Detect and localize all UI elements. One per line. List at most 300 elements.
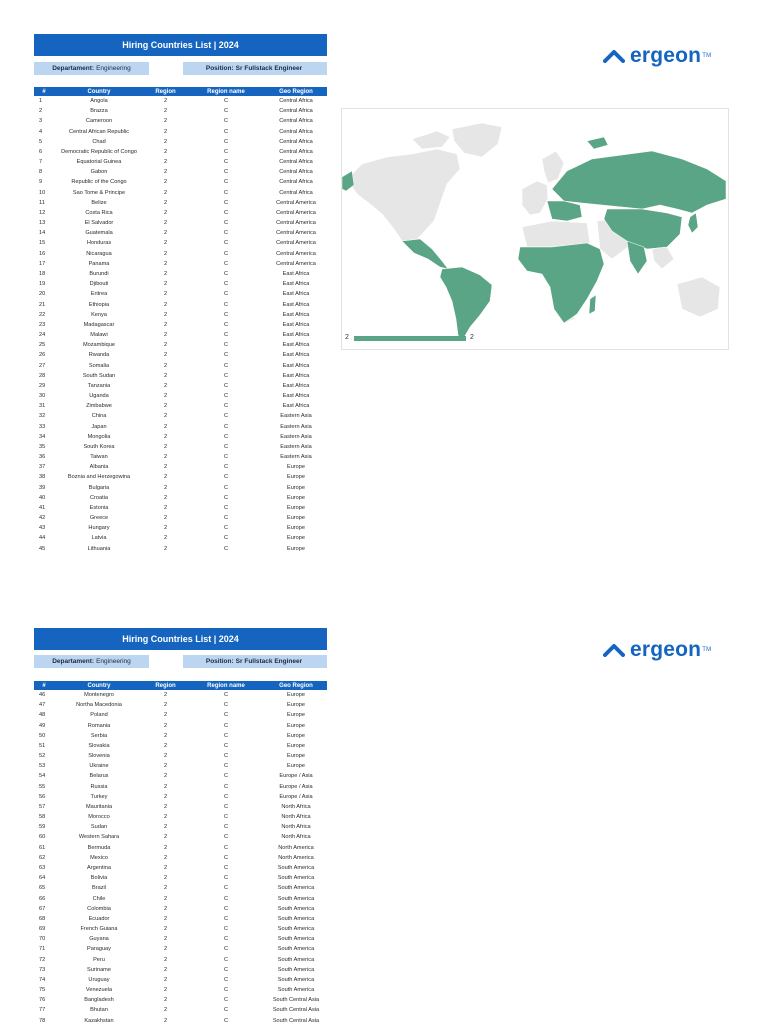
row-number: 14 — [39, 230, 46, 237]
row-number: 19 — [39, 281, 46, 288]
region-cell: 2 — [163, 189, 168, 196]
table-row — [34, 1005, 327, 1015]
table-row — [34, 995, 327, 1005]
row-number: 22 — [39, 311, 46, 318]
geo-region-cell: Europe — [286, 545, 306, 552]
country-cell: French Guiana — [80, 926, 118, 933]
geo-region-cell: Central America — [276, 209, 316, 216]
region-cell: 2 — [163, 1017, 168, 1024]
logo-text: ergeon — [630, 44, 702, 67]
region-cell: 2 — [163, 443, 168, 450]
row-number: 50 — [39, 732, 46, 739]
column-header-country: Country — [54, 87, 144, 96]
region-cell: 2 — [163, 382, 168, 389]
row-number: 46 — [39, 692, 46, 699]
table-row — [34, 360, 327, 370]
region-cell: 2 — [163, 535, 168, 542]
geo-region-cell: Europe — [286, 484, 306, 491]
world-map-svg — [342, 109, 728, 349]
region-name-cell: C — [223, 443, 229, 450]
table-row — [34, 792, 327, 802]
region-cell: 2 — [163, 169, 168, 176]
region-cell: 2 — [163, 875, 168, 882]
row-number: 38 — [39, 474, 46, 481]
region-name-cell: C — [223, 352, 229, 359]
region-name-cell: C — [223, 895, 229, 902]
country-cell: Morocco — [88, 814, 110, 821]
row-number: 39 — [39, 484, 46, 491]
table-row — [34, 238, 327, 248]
table-row — [34, 411, 327, 421]
table-row — [34, 761, 327, 771]
region-cell: 2 — [163, 301, 168, 308]
department-field — [34, 655, 149, 668]
region-cell: 2 — [163, 321, 168, 328]
geo-region-cell: Eastern Asia — [280, 454, 312, 461]
region-name-cell: C — [223, 742, 229, 749]
department-label: Departament: — [52, 658, 95, 665]
geo-region-cell: East Africa — [282, 393, 310, 400]
country-cell: Panama — [88, 260, 110, 267]
row-number: 53 — [39, 763, 46, 770]
region-cell: 2 — [163, 281, 168, 288]
row-number: 44 — [39, 535, 46, 542]
country-cell: Taiwan — [90, 454, 108, 461]
geo-region-cell: Europe — [286, 464, 306, 471]
geo-region-cell: Europe — [286, 504, 306, 511]
row-number: 11 — [39, 199, 45, 206]
country-cell: Lithuania — [87, 545, 111, 552]
country-cell: Mozambique — [82, 342, 116, 349]
row-number: 73 — [39, 966, 46, 973]
region-cell: 2 — [163, 433, 168, 440]
region-name-cell: C — [223, 515, 229, 522]
country-cell: South Sudan — [82, 372, 116, 379]
row-number: 42 — [39, 515, 46, 522]
country-cell: El Salvador — [84, 220, 114, 227]
page-title: Hiring Countries List | 2024 — [34, 628, 327, 650]
geo-region-cell: Eastern Asia — [280, 423, 312, 430]
region-name-cell: C — [223, 423, 229, 430]
region-cell: 2 — [163, 271, 168, 277]
region-name-cell: C — [223, 484, 229, 491]
table-row — [34, 401, 327, 411]
table-row — [34, 157, 327, 167]
row-number: 10 — [39, 189, 46, 196]
table-row — [34, 985, 327, 995]
region-name-cell: C — [223, 803, 229, 810]
region-cell: 2 — [163, 230, 168, 237]
row-number: 13 — [39, 220, 46, 227]
chevron-up-icon — [603, 49, 625, 63]
map-south-america — [440, 267, 492, 341]
countries-table-1 — [34, 87, 327, 554]
table-row — [34, 208, 327, 218]
table-row — [34, 934, 327, 944]
table-row — [34, 710, 327, 720]
row-number: 76 — [39, 997, 46, 1004]
country-cell: Estonia — [89, 504, 109, 511]
region-cell: 2 — [163, 393, 168, 400]
region-cell: 2 — [163, 834, 168, 841]
region-cell: 2 — [163, 515, 168, 522]
country-cell: Bangladesh — [84, 997, 114, 1004]
row-number: 68 — [39, 915, 46, 922]
table-row — [34, 96, 327, 106]
country-cell: Cameroon — [85, 118, 113, 125]
row-number: 70 — [39, 936, 46, 943]
table-row — [34, 167, 327, 177]
country-cell: Montenegro — [84, 692, 114, 699]
geo-region-cell: North Africa — [281, 824, 311, 831]
region-cell: 2 — [163, 108, 168, 115]
geo-region-cell: Central Africa — [279, 128, 313, 135]
table-body — [34, 690, 327, 1026]
region-name-cell: C — [223, 504, 229, 511]
region-name-cell: C — [223, 342, 229, 349]
row-number: 32 — [39, 413, 46, 420]
region-cell: 2 — [163, 98, 168, 105]
geo-region-cell: Central Africa — [279, 169, 313, 176]
table-row — [34, 731, 327, 741]
region-name-cell: C — [223, 240, 229, 247]
geo-region-cell: Europe — [286, 722, 306, 729]
region-name-cell: C — [223, 865, 229, 871]
row-number: 41 — [39, 504, 46, 511]
row-number: 65 — [39, 885, 46, 892]
country-cell: Argentina — [87, 865, 111, 871]
row-number: 62 — [39, 854, 46, 861]
map-arctic-islands — [587, 137, 608, 149]
table-row — [34, 188, 327, 198]
table-header-row — [34, 681, 327, 690]
country-cell: Tanzania — [87, 382, 111, 389]
region-cell: 2 — [163, 732, 168, 739]
row-number: 75 — [39, 987, 46, 994]
region-cell: 2 — [163, 926, 168, 933]
region-cell: 2 — [163, 240, 168, 247]
region-cell: 2 — [163, 722, 168, 729]
region-cell: 2 — [163, 885, 168, 892]
region-cell: 2 — [163, 946, 168, 953]
table-row — [34, 853, 327, 863]
row-number: 26 — [39, 352, 46, 359]
region-cell: 2 — [163, 692, 168, 699]
logo-trademark: TM — [702, 647, 712, 653]
table-row — [34, 944, 327, 954]
region-name-cell: C — [223, 474, 229, 481]
geo-region-cell: East Africa — [282, 271, 310, 277]
table-row — [34, 863, 327, 873]
region-name-cell: C — [223, 260, 229, 267]
row-number: 35 — [39, 443, 46, 450]
geo-region-cell: Central Africa — [279, 138, 313, 145]
region-name-cell: C — [223, 464, 229, 471]
geo-region-cell: North Africa — [281, 803, 311, 810]
table-row — [34, 483, 327, 493]
row-number: 77 — [39, 1007, 46, 1014]
geo-region-cell: South America — [277, 936, 315, 943]
row-number: 69 — [39, 926, 46, 933]
column-header-geo-region: Geo Region — [265, 681, 327, 690]
region-cell: 2 — [163, 742, 168, 749]
region-cell: 2 — [163, 159, 168, 166]
region-name-cell: C — [223, 281, 229, 288]
region-cell: 2 — [163, 712, 168, 719]
row-number: 33 — [39, 423, 46, 430]
row-number: 6 — [39, 148, 43, 155]
row-number: 52 — [39, 753, 46, 760]
row-number: 64 — [39, 875, 46, 882]
country-cell: Belize — [91, 199, 107, 206]
row-number: 71 — [39, 946, 46, 953]
row-number: 49 — [39, 722, 46, 729]
table-row — [34, 371, 327, 381]
country-cell: Albania — [89, 464, 109, 471]
geo-region-cell: Europe — [286, 525, 306, 532]
region-name-cell: C — [223, 159, 229, 166]
country-cell: Kazakhstan — [84, 1017, 114, 1024]
region-name-cell: C — [223, 138, 229, 145]
map-legend-bar — [354, 336, 466, 341]
table-row — [34, 1016, 327, 1026]
region-name-cell: C — [223, 692, 229, 699]
region-cell: 2 — [163, 413, 168, 420]
table-row — [34, 432, 327, 442]
region-cell: 2 — [163, 250, 168, 257]
geo-region-cell: Europe / Asia — [279, 793, 313, 800]
geo-region-cell: Europe / Asia — [279, 773, 313, 780]
region-cell: 2 — [163, 199, 168, 206]
geo-region-cell: East Africa — [282, 372, 310, 379]
row-number: 21 — [39, 301, 46, 308]
row-number: 28 — [39, 372, 46, 379]
country-cell: Brazil — [92, 885, 106, 892]
geo-region-cell: Europe — [286, 692, 306, 699]
region-cell: 2 — [163, 464, 168, 471]
country-cell: Republic of the Congo — [71, 179, 127, 186]
table-row — [34, 802, 327, 812]
column-header-region: Region — [144, 681, 187, 690]
region-name-cell: C — [223, 220, 229, 227]
country-cell: Ecuador — [88, 915, 110, 922]
table-row — [34, 954, 327, 964]
region-cell: 2 — [163, 362, 168, 369]
row-number: 29 — [39, 382, 46, 389]
country-cell: Somalia — [88, 362, 110, 369]
country-cell: Serbia — [90, 732, 108, 739]
row-number: 16 — [39, 250, 46, 257]
country-cell: Croatia — [89, 494, 109, 501]
geo-region-cell: Central America — [276, 260, 316, 267]
geo-region-cell: Eastern Asia — [280, 443, 312, 450]
geo-region-cell: East Africa — [282, 352, 310, 359]
world-map — [341, 108, 729, 350]
country-cell: Peru — [93, 956, 105, 963]
region-name-cell: C — [223, 393, 229, 400]
row-number: 37 — [39, 464, 46, 471]
geo-region-cell: Eastern Asia — [280, 413, 312, 420]
country-cell: Chad — [92, 138, 106, 145]
map-mexico-central-america — [402, 239, 448, 269]
region-cell: 2 — [163, 753, 168, 760]
map-north-africa — [522, 221, 590, 247]
geo-region-cell: Europe — [286, 742, 306, 749]
table-row — [34, 452, 327, 462]
row-number: 18 — [39, 271, 46, 277]
region-name-cell: C — [223, 372, 229, 379]
country-cell: Romania — [87, 722, 111, 729]
region-name-cell: C — [223, 946, 229, 953]
table-row — [34, 822, 327, 832]
region-name-cell: C — [223, 128, 229, 135]
region-name-cell: C — [223, 854, 229, 861]
country-cell: Nicaragua — [86, 250, 112, 257]
region-name-cell: C — [223, 433, 229, 440]
row-number: 45 — [39, 545, 46, 552]
table-row — [34, 721, 327, 731]
country-cell: Mongolia — [87, 433, 111, 440]
map-alaska-west — [342, 171, 354, 191]
table-row — [34, 269, 327, 279]
region-cell: 2 — [163, 803, 168, 810]
position-field — [183, 655, 327, 668]
region-name-cell: C — [223, 311, 229, 318]
chevron-up-icon — [603, 643, 625, 657]
countries-table-2 — [34, 681, 327, 1026]
country-cell: Northa Macedonia — [76, 702, 122, 709]
table-row — [34, 218, 327, 228]
table-row — [34, 513, 327, 523]
geo-region-cell: East Africa — [282, 321, 310, 328]
map-madagascar — [589, 295, 596, 314]
position-value: Sr Fullstack Engineer — [235, 65, 303, 72]
region-name-cell: C — [223, 875, 229, 882]
country-cell: Guatemala — [85, 230, 113, 237]
region-cell: 2 — [163, 352, 168, 359]
table-row — [34, 782, 327, 792]
region-name-cell: C — [223, 783, 229, 790]
region-name-cell: C — [223, 814, 229, 821]
country-cell: Belarus — [89, 773, 109, 780]
table-row — [34, 832, 327, 842]
row-number: 31 — [39, 403, 46, 410]
table-row — [34, 391, 327, 401]
country-cell: Ethiopia — [88, 301, 110, 308]
row-number: 60 — [39, 834, 46, 841]
table-row — [34, 381, 327, 391]
table-row — [34, 279, 327, 289]
table-row — [34, 137, 327, 147]
geo-region-cell: Central Africa — [279, 98, 313, 105]
country-cell: Burundi — [89, 271, 109, 277]
department-label: Departament: — [52, 65, 95, 72]
region-cell: 2 — [163, 311, 168, 318]
geo-region-cell: South Central Asia — [272, 997, 320, 1004]
map-australia — [677, 277, 720, 317]
country-cell: Honduras — [86, 240, 112, 247]
column-header-country: Country — [54, 681, 144, 690]
geo-region-cell: South America — [277, 966, 315, 973]
table-header-row — [34, 87, 327, 96]
region-name-cell: C — [223, 271, 229, 277]
table-row — [34, 249, 327, 259]
region-cell: 2 — [163, 936, 168, 943]
geo-region-cell: Central Africa — [279, 159, 313, 166]
region-cell: 2 — [163, 372, 168, 379]
geo-region-cell: North Africa — [281, 834, 311, 841]
row-number: 17 — [39, 260, 46, 267]
region-name-cell: C — [223, 956, 229, 963]
map-southeast-asia — [652, 247, 674, 269]
table-row — [34, 259, 327, 269]
position-label: Position: — [205, 658, 234, 665]
table-row — [34, 771, 327, 781]
region-name-cell: C — [223, 179, 229, 186]
row-number: 57 — [39, 803, 46, 810]
region-cell: 2 — [163, 793, 168, 800]
table-row — [34, 330, 327, 340]
region-cell: 2 — [163, 545, 168, 552]
geo-region-cell: Europe — [286, 474, 306, 481]
geo-region-cell: Europe — [286, 712, 306, 719]
column-header-geo-region: Geo Region — [265, 87, 327, 96]
region-cell: 2 — [163, 997, 168, 1004]
table-row — [34, 350, 327, 360]
table-row — [34, 883, 327, 893]
region-name-cell: C — [223, 199, 229, 206]
table-row — [34, 924, 327, 934]
region-cell: 2 — [163, 423, 168, 430]
region-name-cell: C — [223, 535, 229, 542]
row-number: 15 — [39, 240, 46, 247]
region-cell: 2 — [163, 494, 168, 501]
country-cell: Chile — [92, 895, 106, 902]
department-value: Engineering — [96, 658, 131, 665]
geo-region-cell: Europe — [286, 702, 306, 709]
region-name-cell: C — [223, 321, 229, 328]
department-field — [34, 62, 149, 75]
country-cell: Bolivia — [90, 875, 108, 882]
map-north-america — [347, 149, 460, 244]
geo-region-cell: Europe — [286, 515, 306, 522]
region-name-cell: C — [223, 936, 229, 943]
column-header-number: # — [34, 681, 54, 690]
map-western-europe — [522, 181, 548, 215]
region-cell: 2 — [163, 844, 168, 851]
geo-region-cell: East Africa — [282, 291, 310, 298]
table-row — [34, 904, 327, 914]
region-cell: 2 — [163, 824, 168, 831]
country-cell: Colombia — [87, 905, 111, 912]
region-name-cell: C — [223, 987, 229, 994]
table-row — [34, 544, 327, 554]
geo-region-cell: South America — [277, 865, 315, 871]
table-body — [34, 96, 327, 554]
table-row — [34, 975, 327, 985]
country-cell: Rwanda — [88, 352, 110, 359]
region-name-cell: C — [223, 885, 229, 892]
logo-text: ergeon — [630, 638, 702, 661]
region-cell: 2 — [163, 118, 168, 125]
country-cell: Western Sahara — [78, 834, 120, 841]
country-cell: South Korea — [83, 443, 115, 450]
country-cell: Democratic Republic of Congo — [61, 148, 137, 155]
geo-region-cell: East Africa — [282, 382, 310, 389]
region-name-cell: C — [223, 189, 229, 196]
table-row — [34, 741, 327, 751]
row-number: 25 — [39, 342, 46, 349]
